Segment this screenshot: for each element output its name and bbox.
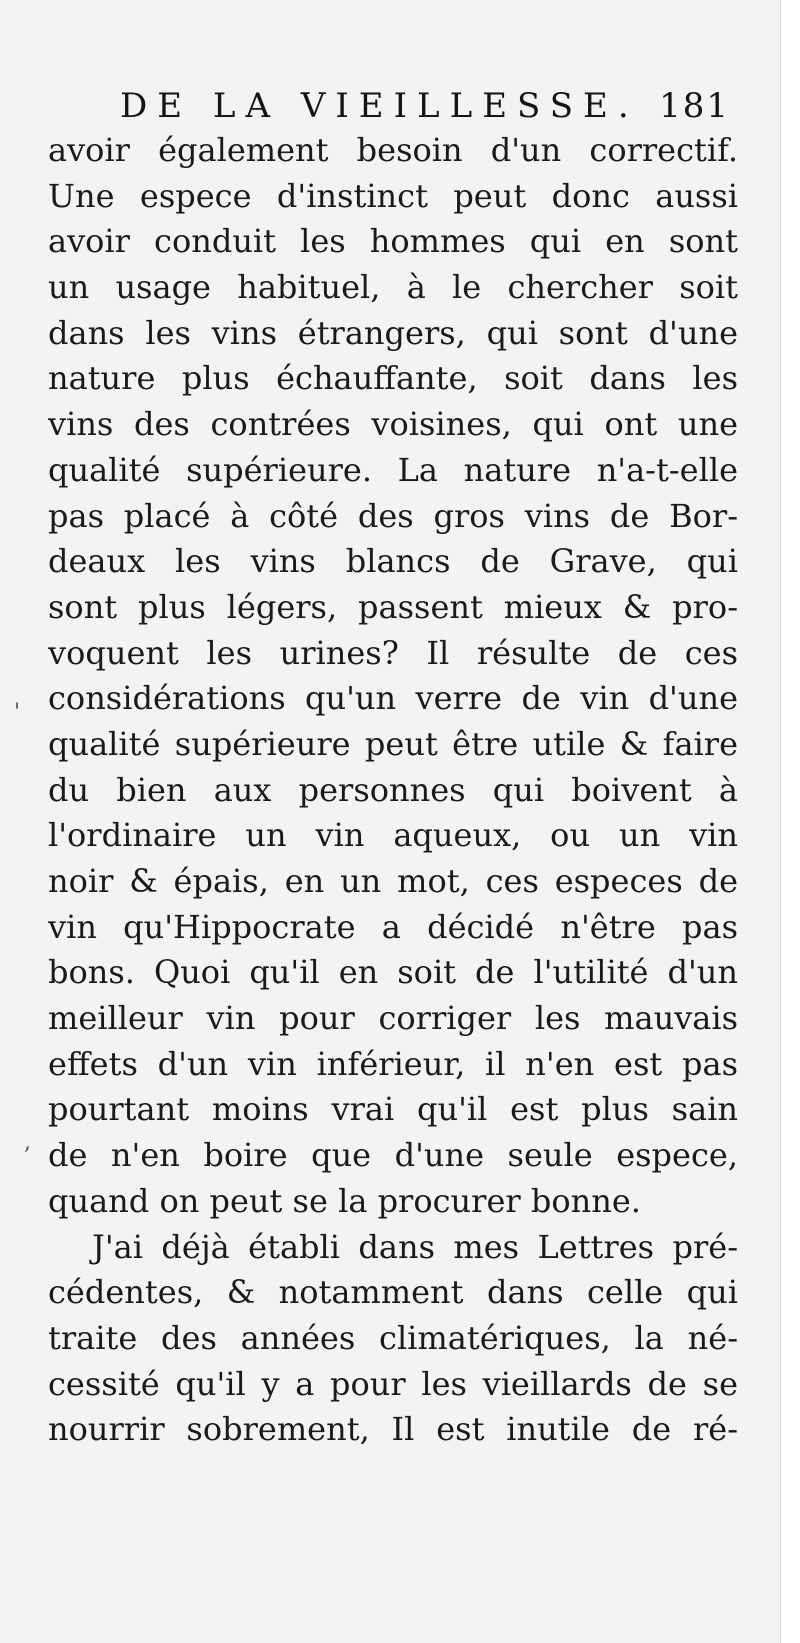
text-line: l'ordinaire un vin aqueux, ou un vin <box>48 816 738 855</box>
text-line: nourrir sobrement, Il est inutile de ré- <box>48 1410 738 1449</box>
text-line: meilleur vin pour corriger les mauvais <box>48 999 738 1038</box>
running-head-title: DE LA VIEILLESSE. <box>120 86 639 126</box>
text-line: quand on peut se la procurer bonne. <box>48 1181 641 1220</box>
page-number: 181 <box>659 86 730 126</box>
text-line: dans les vins étrangers, qui sont d'une <box>48 313 738 352</box>
running-head <box>60 80 730 130</box>
text-line: traite des années climatériques, la né- <box>48 1318 738 1357</box>
text-line: effets d'un vin inférieur, il n'en est pas <box>48 1044 738 1083</box>
text-line: pas placé à côté des gros vins de Bor- <box>48 496 738 535</box>
body-text <box>48 128 738 1453</box>
text-line: cédentes, & notamment dans celle qui <box>48 1273 738 1312</box>
text-line: noir & épais, en un mot, ces especes de <box>48 862 738 900</box>
text-line: de n'en boire que d'une seule espece, <box>48 1136 738 1175</box>
text-line: Une espece d'instinct peut donc aussi <box>48 176 738 215</box>
text-line: du bien aux personnes qui boivent à <box>48 770 738 809</box>
text-line: qualité supérieure peut être utile & faire <box>48 724 738 763</box>
text-line: vin qu'Hippocrate a décidé n'être pas <box>48 907 738 946</box>
text-line: qualité supérieure. La nature n'a-t-elle <box>48 450 738 489</box>
text-line: considérations qu'un verre de vin d'une <box>48 679 738 718</box>
text-line: avoir conduit les hommes qui en sont <box>48 222 738 261</box>
text-line: nature plus échauffante, soit dans les <box>48 359 738 398</box>
text-line: vins des contrées voisines, qui ont une <box>48 405 738 444</box>
text-line: avoir également besoin d'un correctif. <box>48 131 738 169</box>
text-line: deaux les vins blancs de Grave, qui <box>48 542 738 581</box>
text-line: sont plus légers, passent mieux & pro- <box>48 587 738 626</box>
text-line: pourtant moins vrai qu'il est plus sain <box>48 1090 738 1129</box>
margin-mark: ' <box>14 700 21 725</box>
text-line: J'ai déjà établi dans mes Lettres pré- <box>92 1227 738 1266</box>
text-line: cessité qu'il y a pour les vieillards de se <box>48 1364 738 1403</box>
page-edge <box>780 0 800 1643</box>
text-line: voquent les urines? Il résulte de ces <box>48 633 738 672</box>
margin-mark: , <box>24 1130 31 1155</box>
text-line: bons. Quoi qu'il en soit de l'utilité d'un <box>48 953 738 992</box>
text-line: un usage habituel, à le chercher soit <box>48 268 738 307</box>
